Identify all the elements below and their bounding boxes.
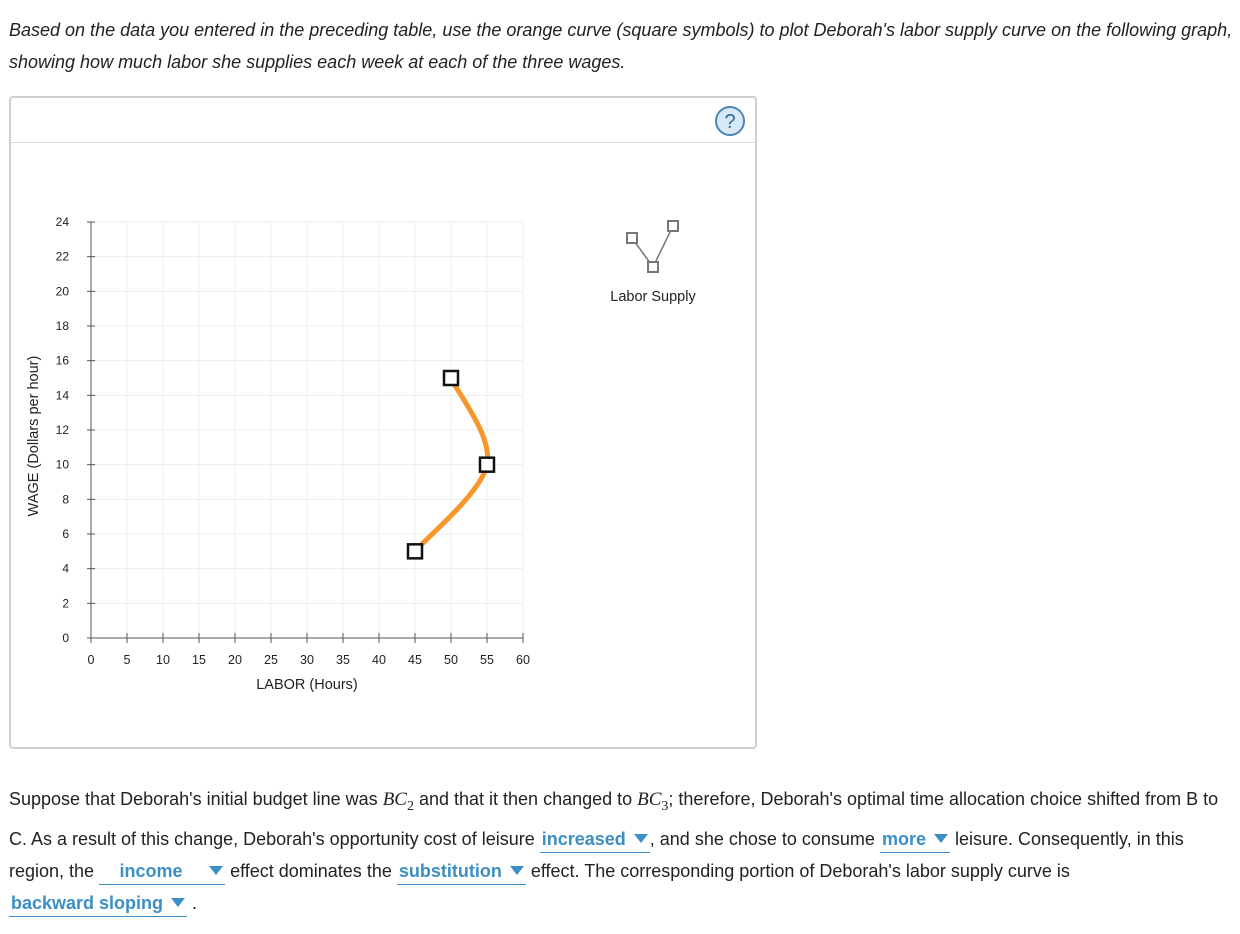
para-text-6: effect dominates the	[225, 860, 397, 881]
y-tick-label: 20	[55, 284, 69, 299]
x-tick-label: 45	[408, 653, 422, 667]
opportunity-cost-dropdown[interactable]	[540, 826, 650, 853]
chevron-down-icon	[209, 866, 223, 875]
labor-supply-point[interactable]	[480, 458, 494, 472]
y-tick-label: 0	[62, 631, 69, 645]
x-tick-label: 20	[228, 653, 242, 667]
chevron-down-icon	[510, 866, 524, 875]
legend-marker-icon[interactable]	[627, 233, 637, 243]
chevron-down-icon	[934, 834, 948, 843]
y-tick-label: 6	[62, 527, 69, 541]
leisure-amount-dropdown[interactable]	[880, 826, 950, 853]
x-tick-label: 60	[516, 653, 530, 667]
bc2-sub: 2	[406, 798, 414, 814]
legend-label: Labor Supply	[610, 289, 696, 305]
para-text-8: .	[187, 892, 198, 913]
bc2-label	[382, 789, 414, 814]
labor-supply-point[interactable]	[444, 371, 458, 385]
labor-supply-point[interactable]	[408, 544, 422, 558]
y-tick-label: 2	[62, 596, 69, 611]
dropdown-value: substitution	[398, 860, 502, 881]
y-axis-label: WAGE (Dollars per hour)	[26, 355, 42, 517]
bc3-base: BC	[637, 789, 662, 810]
bc3-sub: 3	[661, 798, 669, 814]
chevron-down-icon	[171, 898, 185, 907]
x-tick-label: 10	[156, 653, 170, 667]
dropdown-value: backward sloping	[11, 892, 164, 913]
y-tick-label: 4	[62, 561, 69, 576]
para-text-2: and that it then changed to	[413, 789, 638, 809]
x-tick-label: 35	[336, 653, 350, 667]
dropdown-value: income	[119, 860, 183, 881]
x-tick-label: 30	[300, 653, 314, 667]
x-tick-label: 25	[264, 653, 278, 667]
x-tick-label: 50	[444, 653, 458, 667]
legend-line	[632, 226, 673, 267]
y-tick-label: 24	[55, 215, 69, 229]
x-tick-label: 40	[372, 653, 386, 667]
help-icon[interactable]: ?	[715, 106, 745, 136]
bc3-label	[637, 789, 669, 814]
y-tick-label: 16	[55, 353, 69, 368]
legend-marker-icon[interactable]	[648, 262, 658, 272]
y-tick-label: 18	[55, 319, 69, 333]
question-paragraph	[9, 783, 1234, 919]
y-tick-label: 14	[55, 388, 69, 403]
curve-slope-dropdown[interactable]	[9, 890, 187, 917]
x-tick-label: 5	[123, 653, 131, 667]
labor-supply-chart[interactable]	[11, 98, 755, 747]
graph-panel	[9, 96, 757, 749]
y-tick-label: 12	[55, 423, 69, 437]
y-tick-label: 22	[55, 249, 69, 264]
para-text-4: , and she chose to consume	[649, 828, 880, 849]
y-tick-label: 10	[55, 457, 69, 472]
x-tick-label: 0	[87, 653, 95, 667]
x-axis-label: LABOR (Hours)	[256, 677, 358, 693]
x-tick-label: 55	[480, 653, 494, 667]
para-text-3: ; therefore, Deborah's optimal time allocation choice shifted from B to C. As a result of this change, Deborah's opportunity cost of leisure	[9, 789, 1219, 849]
legend-marker-icon[interactable]	[668, 221, 678, 231]
para-text-7: effect. The corresponding portion of Deborah's labor supply curve is	[525, 860, 1070, 881]
y-tick-label: 8	[62, 492, 69, 507]
bc2-base: BC	[382, 789, 407, 810]
para-text-5: leisure. Consequently, in this region, the	[9, 828, 1184, 881]
intro-text: Based on the data you entered in the preceding table, use the orange curve (square symbols) to plot Deborah's labor supply curve on the following graph, showing how much labor she supplies each week at each of the three wages.	[9, 20, 1233, 72]
dominant-effect-dropdown[interactable]	[99, 858, 225, 885]
dropdown-value: increased	[541, 828, 626, 849]
dominated-effect-dropdown[interactable]	[397, 858, 526, 885]
x-tick-label: 15	[192, 653, 206, 667]
chevron-down-icon	[634, 834, 648, 843]
dropdown-value: more	[881, 828, 926, 849]
para-text-1: Suppose that Deborah's initial budget line was	[9, 789, 383, 809]
